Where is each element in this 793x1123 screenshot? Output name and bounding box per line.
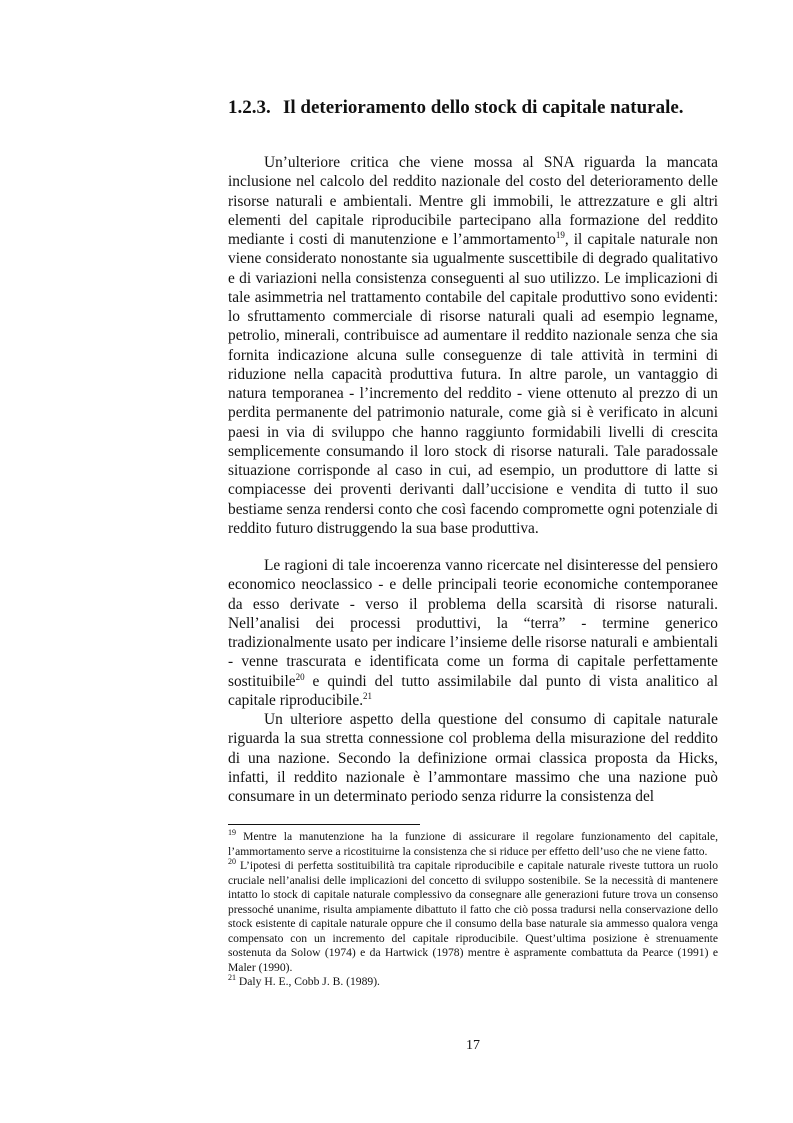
footnote-21 <box>228 975 718 990</box>
footnote-separator <box>228 824 420 825</box>
footnote-21-text: Daly H. E., Cobb J. B. (1989). <box>236 975 380 988</box>
footnote-19-text: Mentre la manutenzione ha la funzione di assicurare il regolare funzionamento del capitale, l’ammortamento serve a ricostituirne la consistenza che si riduce per effetto dell’uso che ne viene fatto. <box>228 830 718 858</box>
paragraph-2-text: Le ragioni di tale incoerenza vanno ricercate nel disinteresse del pensiero economico neoclassico - e delle principali teorie economiche contemporanee da esso derivate - verso il problema della scarsità di risorse naturali. Nell’analisi dei processi produttivi, la “terra” - termine generico tradizionalmente usato per indicare l’insieme delle risorse naturali e ambientali - venne trascurata e identificata come un forma di capitale perfettamente sostituibile <box>228 557 718 690</box>
body-text <box>228 153 718 806</box>
section-heading <box>228 97 748 119</box>
footnote-20 <box>228 859 718 975</box>
section-title: Il deterioramento dello stock di capitale naturale. <box>283 97 684 118</box>
section-number: 1.2.3. <box>228 97 271 118</box>
paragraph-1-tail: , il capitale naturale non viene considerato nonostante sia ugualmente suscettibile di degrado qualitativo e di variazioni nella consistenza conseguenti al suo utilizzo. Le implicazioni di tale asimmetria nel trattamento contabile del capitale produttivo sono evidenti: lo sfruttamento commerciale di risorse naturali quali ad esempio legname, petrolio, minerali, contribuisce ad aumentare il reddito nazionale senza che sia fornita indicazione alcuna sulle conseguenze di tale attività in termini di riduzione nella capacità produttiva futura. In altre parole, un vantaggio di natura temporanea - l’incremento del reddito - viene ottenuto al prezzo di un perdita permanente del patrimonio naturale, come già si è verificato in alcuni paesi in via di sviluppo che hanno raggiunto formidabili livelli di crescita semplicemente consumando il loro stock di risorse naturali. Tale paradossale situazione corrisponde al caso in cui, ad esempio, un produttore di latte si compiacesse dei proventi derivanti dall’uccisione e vendita di tutto il suo bestiame senza rendersi conto che così facendo compromette ogni potenziale di reddito futuro distruggendo la sua base produttiva. <box>228 231 718 537</box>
footnote-19-mark: 19 <box>228 828 236 838</box>
paragraph-3 <box>228 710 718 806</box>
paragraph-1-text: Un’ulteriore critica che viene mossa al SNA riguarda la mancata inclusione nel calcolo del reddito nazionale del costo del deterioramento delle risorse naturali e ambientali. Mentre gli immobili, le attrezzature e gli altri elementi del capitale riproducibile partecipano alla formazione del reddito mediante i costi di manutenzione e l’ammortamento <box>228 154 718 248</box>
footnotes <box>228 830 718 990</box>
footnote-ref-19: 19 <box>555 229 565 240</box>
footnote-ref-21: 21 <box>363 690 373 701</box>
paragraph-2-mid: e quindi del tutto assimilabile dal punto di vista analitico al capitale riproducibile. <box>228 672 718 709</box>
paragraph-1 <box>228 153 718 538</box>
footnote-21-mark: 21 <box>228 973 236 983</box>
paragraph-2 <box>228 556 718 710</box>
footnote-19 <box>228 830 718 859</box>
paragraph-3-text: Un ulteriore aspetto della questione del consumo di capitale naturale riguarda la sua stretta connessione col problema della misurazione del reddito di una nazione. Secondo la definizione ormai classica proposta da Hicks, infatti, il reddito nazionale è l’ammontare massimo che una nazione può consumare in un determinato periodo senza ridurre la consistenza del <box>228 711 718 805</box>
page-number: 17 <box>466 1038 480 1053</box>
footnote-20-text: L’ipotesi di perfetta sostituibilità tra capitale riproducibile e capitale naturale riveste tuttora un ruolo cruciale nell’analisi delle implicazioni del concetto di sviluppo sostenibile. Se la necessità di mantenere intatto lo stock di capitale naturale complessivo da consegnare alle generazioni future trova un consenso pressoché unanime, risulta ampiamente dibattuto il fatto che ciò possa tradursi nella conservazione dello stock esistente di capitale naturale oppure che il consumo della base naturale sia ammesso qualora venga compensato con un incremento del capitale riproducibile. Quest’ultima posizione è strenuamente sostenuta da Solow (1974) e da Hartwick (1978) mentre è aspramente combattuta da Pearce (1991) e Maler (1990). <box>228 859 718 974</box>
footnote-ref-20: 20 <box>295 671 305 682</box>
footnote-20-mark: 20 <box>228 857 236 867</box>
